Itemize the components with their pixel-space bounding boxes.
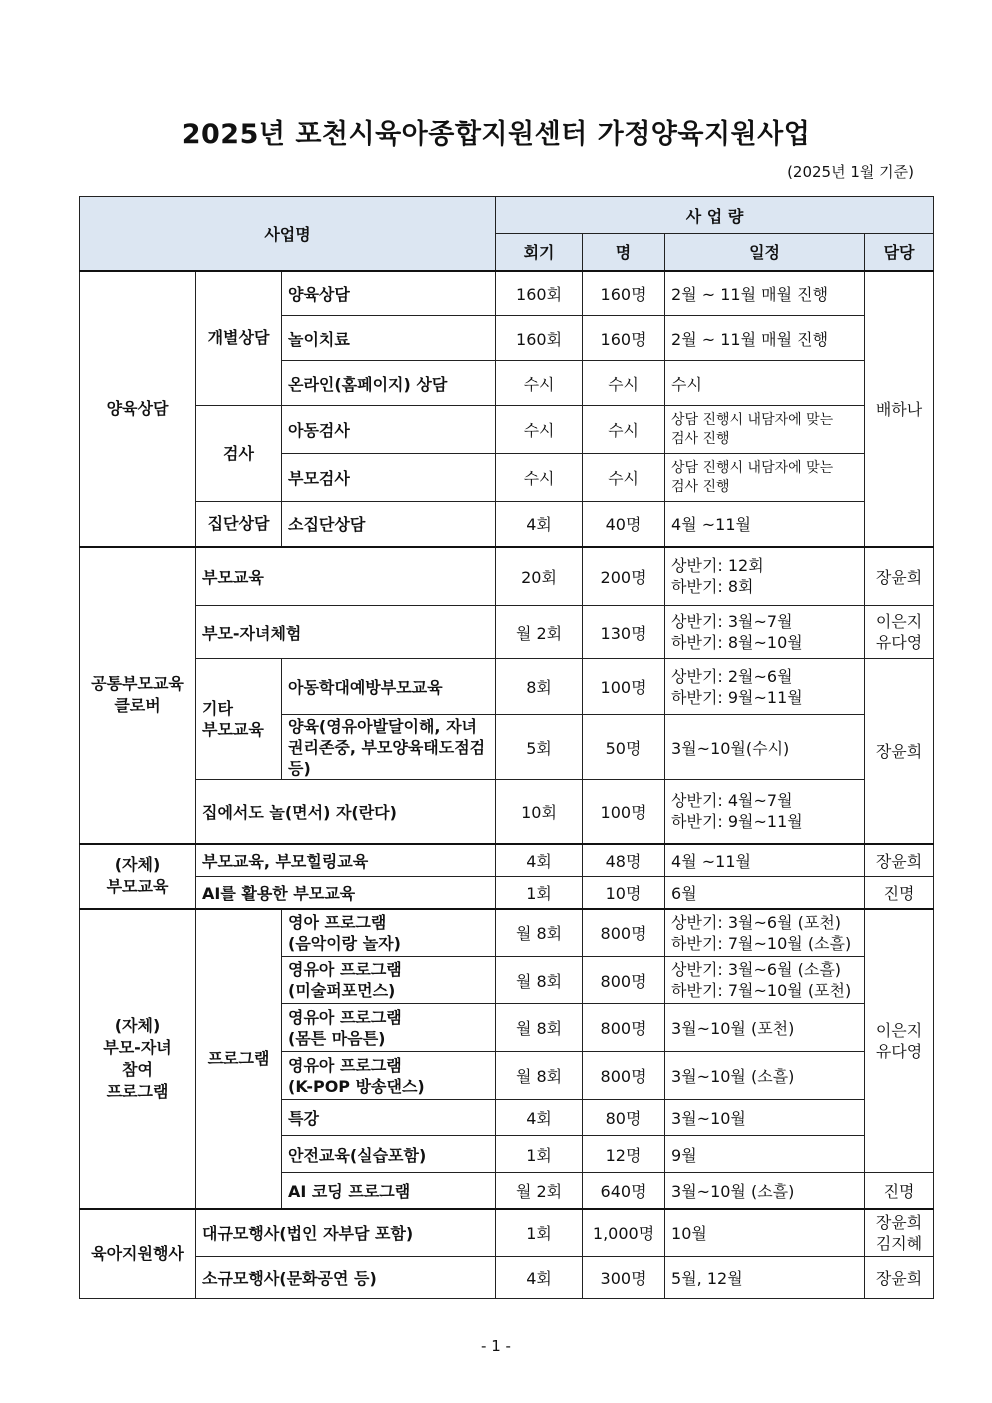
table-row xyxy=(80,780,934,844)
people-cell: 160명 xyxy=(583,316,665,361)
count-cell: 160회 xyxy=(496,271,583,316)
schedule-cell: 9월 xyxy=(665,1136,865,1173)
item-name-line: (몸튼 마음튼) xyxy=(288,1028,386,1048)
manager-cell: 장윤희 xyxy=(865,547,934,606)
schedule-cell: 수시 xyxy=(665,361,865,406)
section-name-line: (자체) xyxy=(114,855,161,874)
section-name xyxy=(80,844,196,909)
manager-cell: 진명 xyxy=(865,877,934,909)
count-cell: 월 8회 xyxy=(496,909,583,957)
group-name: 집단상담 xyxy=(196,502,282,547)
schedule-line: 상반기: 3월~7월 xyxy=(671,612,793,631)
item-name: 대규모행사(법인 자부담 포함) xyxy=(196,1209,496,1257)
count-cell: 월 8회 xyxy=(496,1004,583,1052)
count-cell: 1회 xyxy=(496,1136,583,1173)
section-name-line: (자체) xyxy=(114,1015,161,1035)
manager-line: 이은지 xyxy=(875,1020,923,1040)
schedule-cell: 4월 ~11월 xyxy=(665,844,865,877)
manager-line: 유다영 xyxy=(875,1041,923,1061)
count-cell: 월 2회 xyxy=(496,1173,583,1209)
header-business-name: 사업명 xyxy=(80,197,496,271)
basis-date: (2025년 1월 기준) xyxy=(787,163,914,181)
item-name-line: 영유아 프로그램 xyxy=(288,1055,402,1075)
count-cell: 20회 xyxy=(496,547,583,606)
group-name: 프로그램 xyxy=(196,909,282,1209)
manager-cell: 장윤희 xyxy=(865,844,934,877)
header-manager: 담당 xyxy=(865,234,934,271)
count-cell: 160회 xyxy=(496,316,583,361)
schedule-cell: 2월 ~ 11월 매월 진행 xyxy=(665,271,865,316)
table-row xyxy=(80,877,934,909)
table-row xyxy=(80,606,934,659)
people-cell: 800명 xyxy=(583,957,665,1004)
table-header-row xyxy=(80,197,934,234)
people-cell: 640명 xyxy=(583,1173,665,1209)
manager-cell: 장윤희 xyxy=(865,659,934,844)
section-name-line: 클로버 xyxy=(114,696,161,715)
group-name: 개별상담 xyxy=(196,271,282,406)
item-name: 양육상담 xyxy=(282,271,496,316)
item-name-line: (K-POP 방송댄스) xyxy=(288,1076,425,1096)
section-name xyxy=(80,547,196,844)
item-name: 아동검사 xyxy=(282,406,496,454)
schedule-cell xyxy=(665,606,865,659)
item-name-line: 영유아 프로그램 xyxy=(288,960,402,979)
manager-cell: 장윤희 xyxy=(865,1257,934,1299)
count-cell: 수시 xyxy=(496,406,583,454)
group-name-line: 기타 xyxy=(202,699,233,718)
manager-cell xyxy=(865,606,934,659)
schedule-line: 상반기: 3월~6월 (포천) xyxy=(671,912,842,932)
item-name-line: 양육(영유아발달이해, 자녀 xyxy=(288,716,477,736)
section-name: 양육상담 xyxy=(80,271,196,547)
schedule-cell: 2월 ~ 11월 매월 진행 xyxy=(665,316,865,361)
people-cell: 40명 xyxy=(583,502,665,547)
people-cell: 1,000명 xyxy=(583,1209,665,1257)
schedule-cell xyxy=(665,547,865,606)
table-row xyxy=(80,547,934,606)
page-number: - 1 - xyxy=(481,1337,511,1355)
schedule-cell: 10월 xyxy=(665,1209,865,1257)
item-name-line: 영아 프로그램 xyxy=(288,912,387,932)
manager-cell: 진명 xyxy=(865,1173,934,1209)
schedule-line: 하반기: 9월~11월 xyxy=(671,812,803,832)
schedule-line: 상반기: 12회 xyxy=(671,556,764,576)
table-row xyxy=(80,271,934,316)
schedule-cell xyxy=(665,406,865,454)
people-cell: 100명 xyxy=(583,780,665,844)
people-cell: 12명 xyxy=(583,1136,665,1173)
item-name: 부모교육, 부모힐링교육 xyxy=(196,844,496,877)
item-name: 아동학대예방부모교육 xyxy=(282,659,496,715)
group-name xyxy=(196,659,282,780)
item-name xyxy=(282,909,496,957)
manager-cell xyxy=(865,1209,934,1257)
people-cell: 수시 xyxy=(583,454,665,502)
count-cell: 4회 xyxy=(496,502,583,547)
table-row xyxy=(80,406,934,454)
count-cell: 4회 xyxy=(496,844,583,877)
schedule-line: 하반기: 7월~10월 (소흘) xyxy=(671,933,852,953)
schedule-cell: 5월, 12월 xyxy=(665,1257,865,1299)
table-row xyxy=(80,1257,934,1299)
item-name: 온라인(홈페이지) 상담 xyxy=(282,361,496,406)
item-name-line: (음악이랑 놀자) xyxy=(288,933,401,953)
schedule-cell: 3월~10월(수시) xyxy=(665,715,865,780)
section-name-line: 프로그램 xyxy=(106,1081,169,1101)
item-name: 부모교육 xyxy=(196,547,496,606)
group-name: 검사 xyxy=(196,406,282,502)
item-name: AI 코딩 프로그램 xyxy=(282,1173,496,1209)
item-name: 부모-자녀체험 xyxy=(196,606,496,659)
people-cell: 160명 xyxy=(583,271,665,316)
schedule-line: 하반기: 8월~10월 xyxy=(671,633,803,652)
schedule-cell: 3월~10월 (소흘) xyxy=(665,1052,865,1100)
header-business-volume: 사 업 량 xyxy=(496,197,934,234)
group-name-line: 부모교육 xyxy=(202,720,264,739)
item-name: 집에서도 놀(면서) 자(란다) xyxy=(196,780,496,844)
schedule-cell: 3월~10월 (포천) xyxy=(665,1004,865,1052)
manager-cell xyxy=(865,909,934,1173)
schedule-cell xyxy=(665,780,865,844)
header-people: 명 xyxy=(583,234,665,271)
schedule-cell: 6월 xyxy=(665,877,865,909)
section-name: 육아지원행사 xyxy=(80,1209,196,1299)
section-name xyxy=(80,909,196,1209)
manager-line: 이은지 xyxy=(875,612,923,631)
schedule-line: 하반기: 7월~10월 (포천) xyxy=(671,981,852,1000)
manager-line: 장윤희 xyxy=(875,1212,923,1232)
schedule-cell xyxy=(665,454,865,502)
document-title: 2025년 포천시육아종합지원센터 가정양육지원사업 xyxy=(181,119,811,150)
header-count: 회기 xyxy=(496,234,583,271)
people-cell: 800명 xyxy=(583,1004,665,1052)
count-cell: 10회 xyxy=(496,780,583,844)
count-cell: 월 8회 xyxy=(496,957,583,1004)
section-name-line: 공통부모교육 xyxy=(91,674,184,693)
schedule-line: 하반기: 8회 xyxy=(671,577,754,597)
table-row xyxy=(80,659,934,715)
table-row xyxy=(80,844,934,877)
people-cell: 200명 xyxy=(583,547,665,606)
count-cell: 1회 xyxy=(496,1209,583,1257)
schedule-line: 상반기: 2월~6월 xyxy=(671,666,793,686)
people-cell: 130명 xyxy=(583,606,665,659)
item-name xyxy=(282,1052,496,1100)
item-name: 소집단상담 xyxy=(282,502,496,547)
item-name-line: 권리존중, 부모양육태도점검 xyxy=(288,737,486,757)
schedule-line: 상담 진행시 내담자에 맞는 xyxy=(671,411,834,428)
section-name-line: 참여 xyxy=(122,1059,153,1079)
count-cell: 4회 xyxy=(496,1100,583,1136)
count-cell: 5회 xyxy=(496,715,583,780)
people-cell: 800명 xyxy=(583,1052,665,1100)
people-cell: 50명 xyxy=(583,715,665,780)
people-cell: 100명 xyxy=(583,659,665,715)
schedule-line: 상반기: 4월~7월 xyxy=(671,791,793,811)
manager-line: 유다영 xyxy=(875,633,923,652)
count-cell: 수시 xyxy=(496,454,583,502)
item-name: 놀이치료 xyxy=(282,316,496,361)
item-name: 특강 xyxy=(282,1100,496,1136)
schedule-line: 상담 진행시 내담자에 맞는 xyxy=(671,459,834,476)
people-cell: 수시 xyxy=(583,361,665,406)
program-table xyxy=(79,196,934,1299)
count-cell: 월 8회 xyxy=(496,1052,583,1100)
header-schedule: 일정 xyxy=(665,234,865,271)
count-cell: 수시 xyxy=(496,361,583,406)
schedule-cell xyxy=(665,909,865,957)
people-cell: 80명 xyxy=(583,1100,665,1136)
table-row xyxy=(80,1209,934,1257)
schedule-cell: 3월~10월 xyxy=(665,1100,865,1136)
table-row xyxy=(80,909,934,957)
item-name xyxy=(282,957,496,1004)
manager-line: 김지혜 xyxy=(875,1233,923,1253)
count-cell: 4회 xyxy=(496,1257,583,1299)
people-cell: 10명 xyxy=(583,877,665,909)
count-cell: 8회 xyxy=(496,659,583,715)
count-cell: 월 2회 xyxy=(496,606,583,659)
section-name-line: 부모교육 xyxy=(106,877,169,896)
schedule-line: 검사 진행 xyxy=(671,430,730,447)
schedule-cell: 4월 ~11월 xyxy=(665,502,865,547)
section-name-line: 부모-자녀 xyxy=(103,1037,172,1057)
schedule-line: 하반기: 9월~11월 xyxy=(671,687,803,707)
people-cell: 48명 xyxy=(583,844,665,877)
item-name: 안전교육(실습포함) xyxy=(282,1136,496,1173)
schedule-line: 검사 진행 xyxy=(671,478,730,495)
count-cell: 1회 xyxy=(496,877,583,909)
people-cell: 수시 xyxy=(583,406,665,454)
item-name: 소규모행사(문화공연 등) xyxy=(196,1257,496,1299)
item-name xyxy=(282,715,496,780)
table-row xyxy=(80,502,934,547)
schedule-cell xyxy=(665,659,865,715)
people-cell: 800명 xyxy=(583,909,665,957)
schedule-cell xyxy=(665,957,865,1004)
item-name-line: 영유아 프로그램 xyxy=(288,1007,402,1027)
schedule-line: 상반기: 3월~6월 (소흘) xyxy=(671,960,842,979)
item-name-line: 등) xyxy=(288,758,311,778)
item-name-line: (미술퍼포먼스) xyxy=(288,981,396,1000)
manager-cell: 배하나 xyxy=(865,271,934,547)
item-name: 부모검사 xyxy=(282,454,496,502)
people-cell: 300명 xyxy=(583,1257,665,1299)
item-name: AI를 활용한 부모교육 xyxy=(196,877,496,909)
item-name xyxy=(282,1004,496,1052)
schedule-cell: 3월~10월 (소흘) xyxy=(665,1173,865,1209)
